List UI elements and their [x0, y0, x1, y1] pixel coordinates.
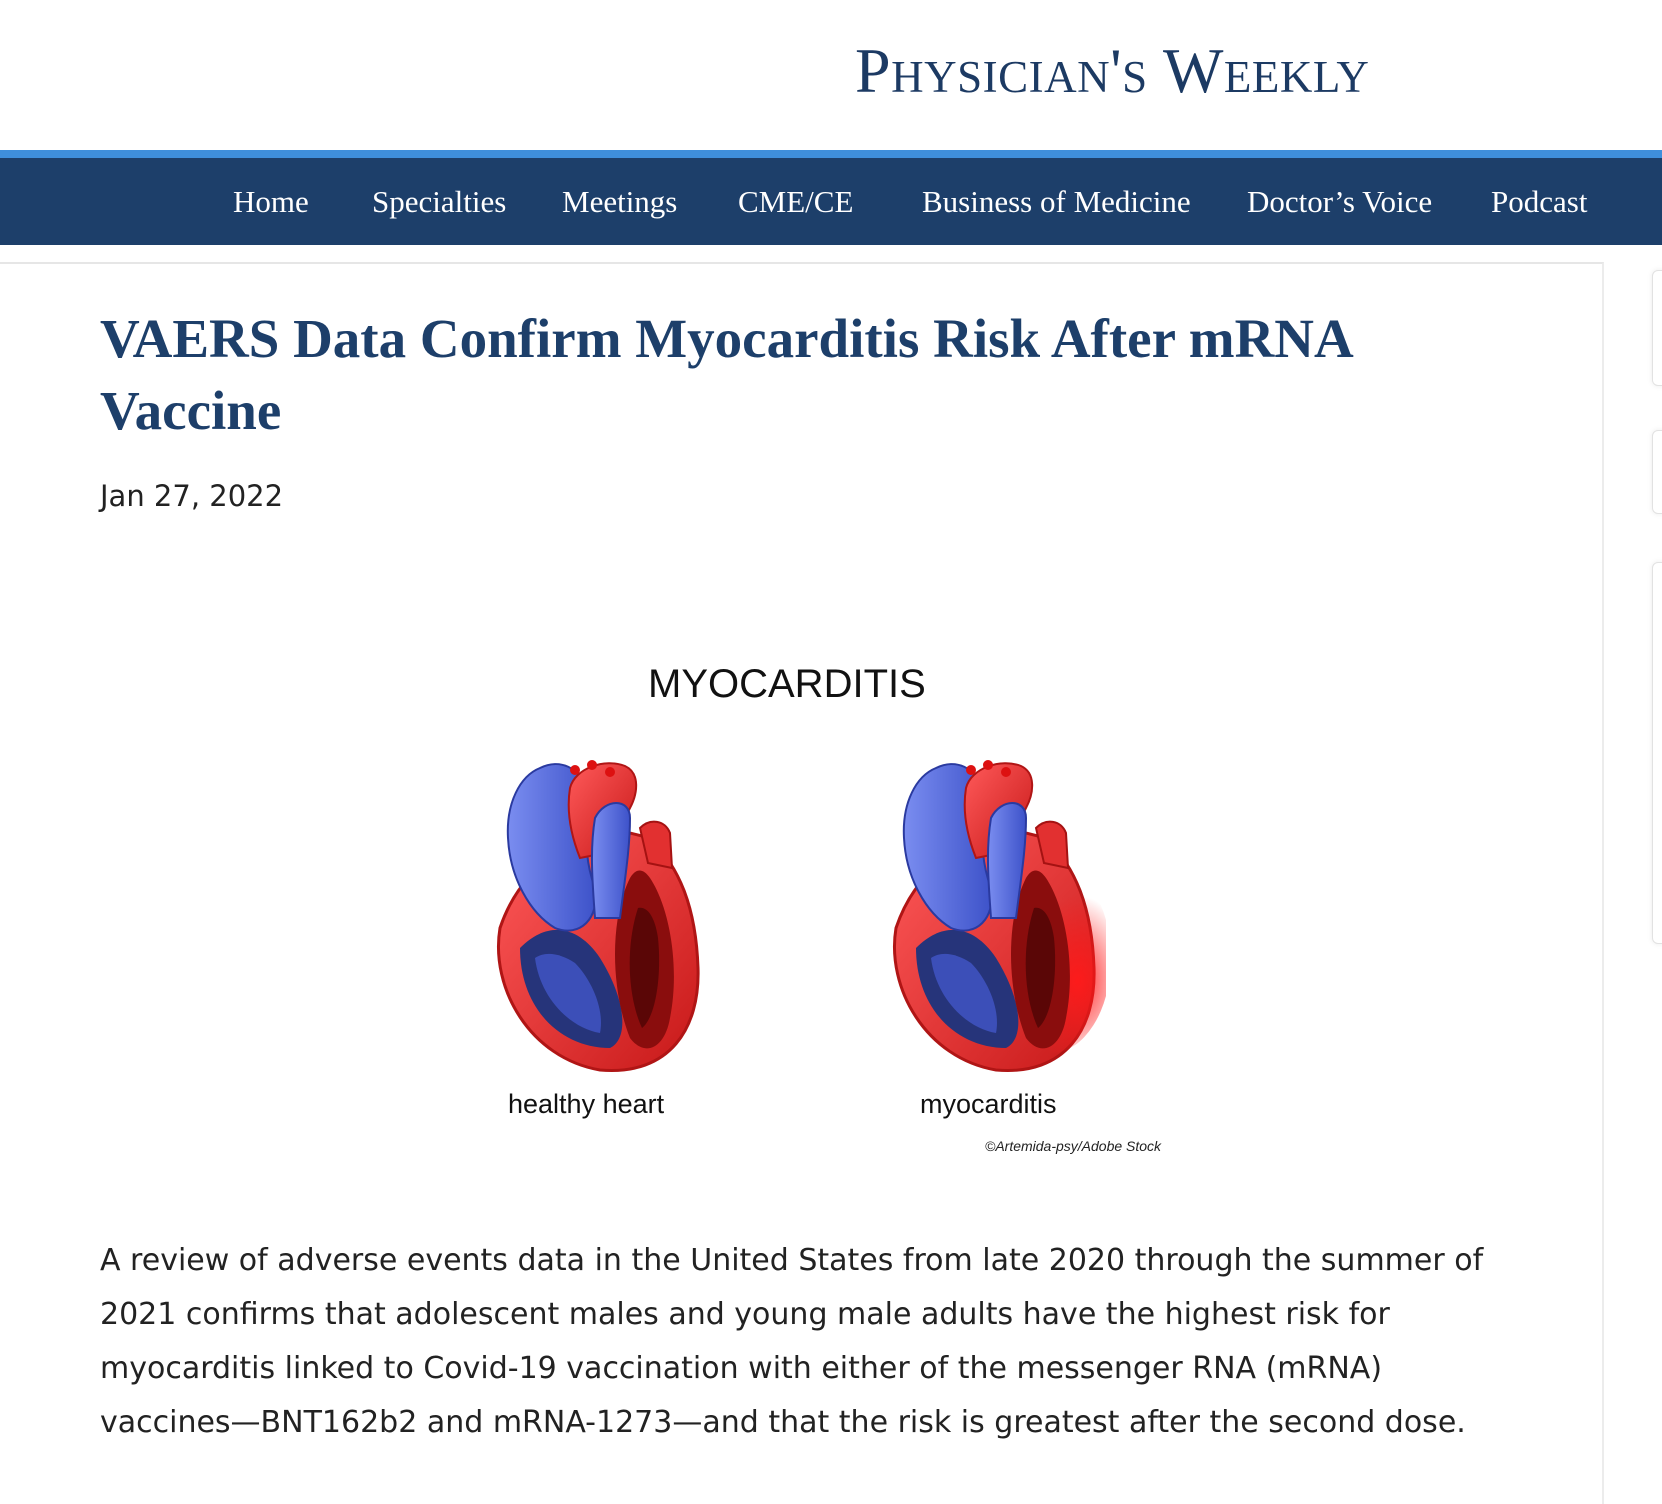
figure-title: MYOCARDITIS [648, 662, 926, 706]
nav-item-specialties[interactable]: Specialties [372, 184, 507, 219]
nav-item-doctors-voice[interactable]: Doctor’s Voice [1247, 184, 1433, 219]
article-title: VAERS Data Confirm Myocarditis Risk After mRNA Vaccine [100, 308, 1351, 441]
main-nav [0, 158, 1662, 245]
nav-item-podcast[interactable]: Podcast [1491, 184, 1588, 219]
sidebar-edge-tab-2[interactable] [1652, 430, 1662, 514]
nav-item-business-of-medicine[interactable]: Business of Medicine [922, 184, 1191, 219]
article-body-paragraph: A review of adverse events data in the United States from late 2020 through the summer of 2021 confirms that adolescent males and young male adults have the highest risk for myocarditis linked to Covid-19 vaccination with either of the messenger RNA (mRNA) vaccines—BNT162b2 and mRNA-1273—and that the risk is greatest after the second dose. [100, 1243, 1484, 1440]
healthy-heart-illustration [480, 758, 710, 1076]
site-logo[interactable]: Physician's Weekly [855, 35, 1370, 106]
healthy-heart-label: healthy heart [508, 1089, 665, 1119]
sidebar-edge-tab-3[interactable] [1652, 562, 1662, 944]
myocarditis-heart-label: myocarditis [920, 1089, 1057, 1119]
article-figure [0, 640, 1602, 1160]
site-header [0, 0, 1662, 150]
nav-item-home[interactable]: Home [233, 184, 309, 219]
article-date: Jan 27, 2022 [100, 479, 284, 513]
nav-item-meetings[interactable]: Meetings [562, 184, 678, 219]
nav-accent-stripe [0, 150, 1662, 158]
nav-item-cme-ce[interactable]: CME/CE [738, 184, 854, 219]
image-credit: ©Artemida-psy/Adobe Stock [985, 1138, 1162, 1154]
myocarditis-heart-illustration [876, 758, 1106, 1076]
sidebar-edge-tab-1[interactable] [1652, 270, 1662, 386]
